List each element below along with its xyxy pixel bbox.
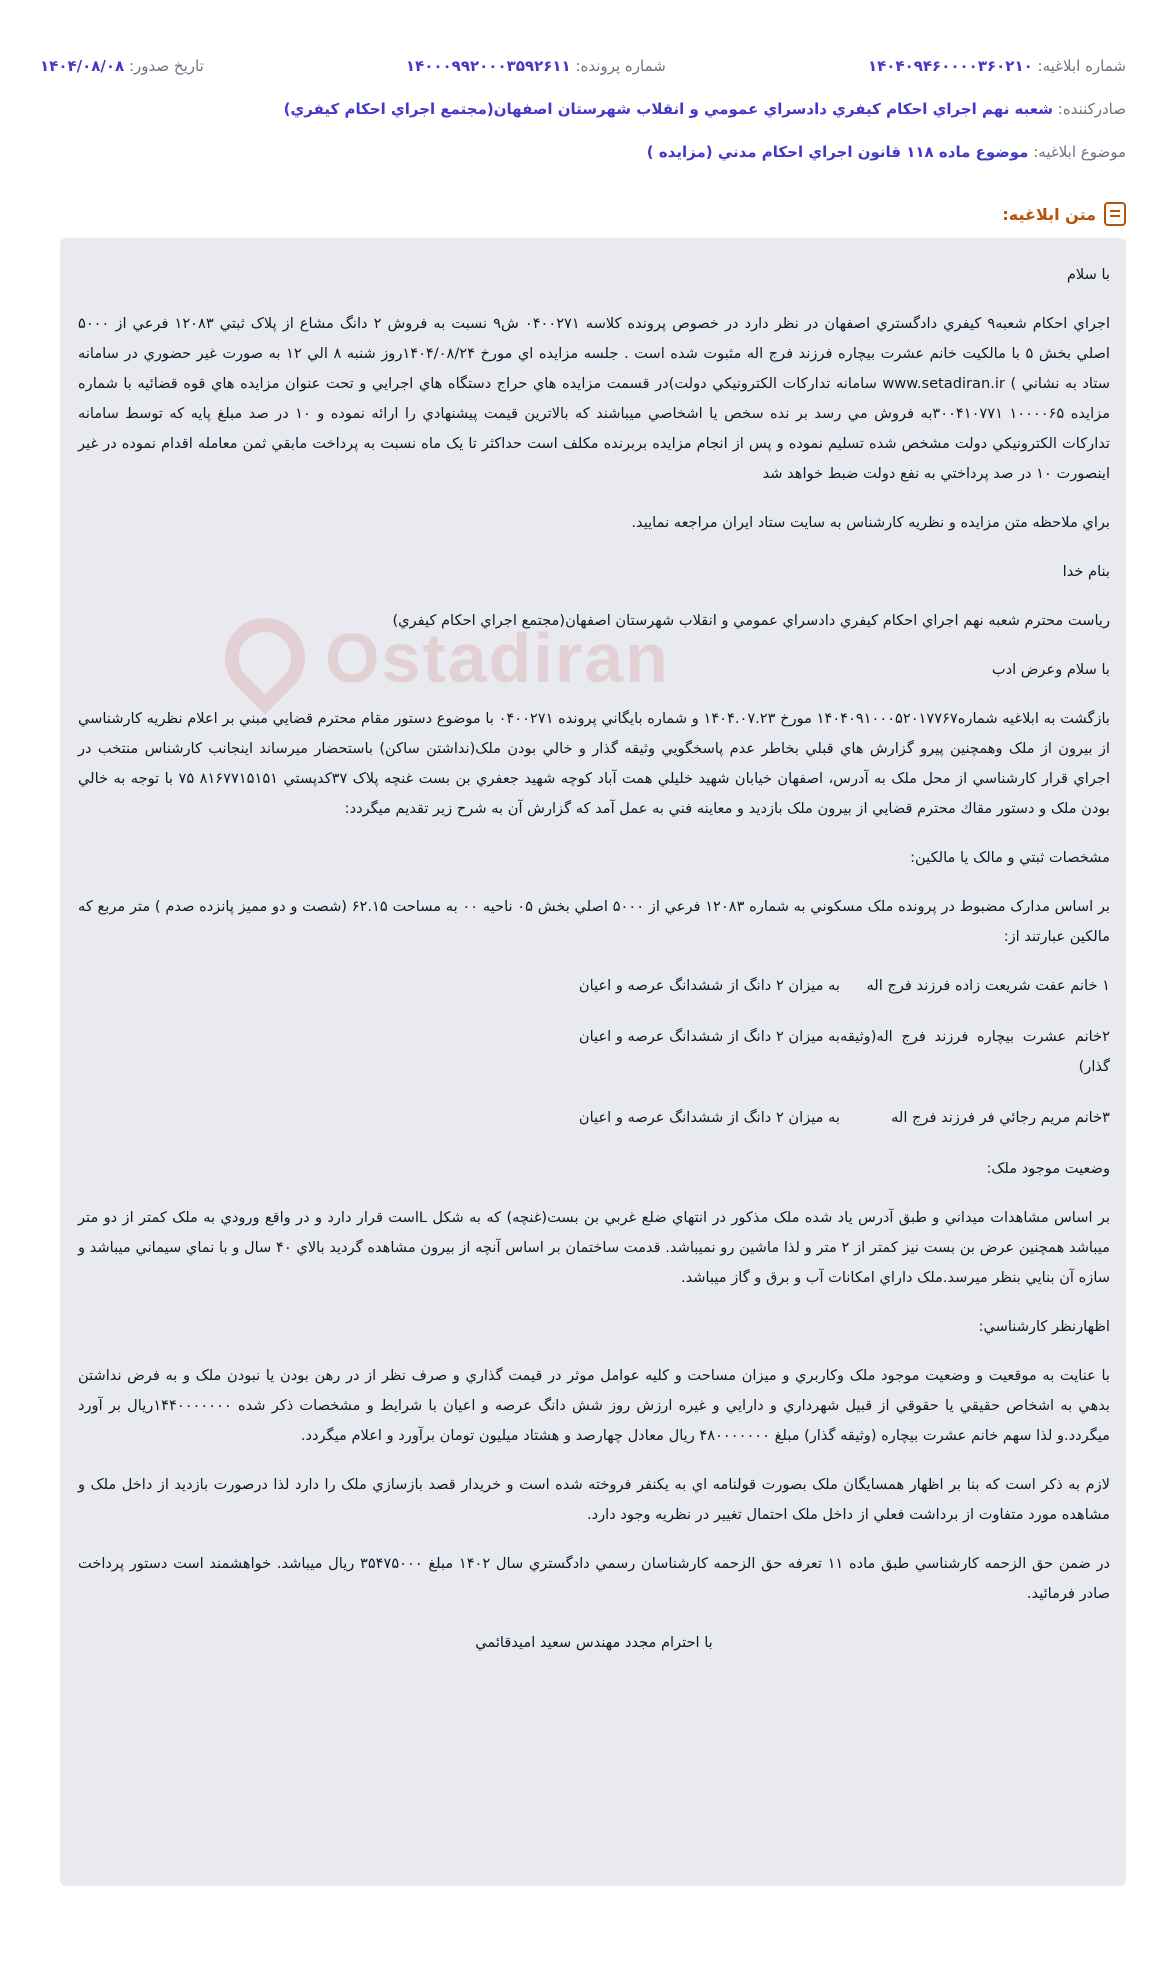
neighbors-note: لازم به ذکر است که بنا بر اظهار همسايگان ملک بصورت قولنامه اي به يکنفر فروخته شده است و خريدار قصد بازسازي ملک را دارد لذا درصورت بازديد از داخل ملک و مشاهده مورد متفاوت از برداشت فعلي از داخل ملک احتمال تغيير در نظريه وجود دارد. <box>78 1476 1110 1523</box>
registration-details: بر اساس مدارک مضبوط در پرونده ملک مسکوني به شماره ۱۲۰۸۳ فرعي از ۵۰۰۰ اصلي بخش ۰۵ ناحيه ۰۰ به مساحت ۶۲.۱۵ (شصت و دو مميز پانزده صدم ) متر مربع که مالکين عبارتند از: <box>78 898 1110 945</box>
owner-row <box>78 1022 1110 1082</box>
subject-row: موضوع ابلاغيه: موضوع ماده ۱۱۸ قانون اجراي احکام مدني (مزايده ) <box>646 143 1126 161</box>
owner-row <box>78 971 1110 1001</box>
owner-share: به ميزان ۲ دانگ از ششدانگ عرصه و اعيان <box>578 977 840 994</box>
owner-name: ۱ خانم عفت شريعت زاده فرزند فرج اله <box>866 977 1110 994</box>
addressee: رياست محترم شعبه نهم اجراي احکام کيفري دادسراي عمومي و انقلاب شهرستان اصفهان(مجتمع اجراي احکام کيفري) <box>392 612 1110 629</box>
signature: با احترام مجدد مهندس سعيد اميدقائمي <box>475 1634 713 1651</box>
notice-number: شماره ابلاغيه: ۱۴۰۴۰۹۴۶۰۰۰۰۳۶۰۲۱۰ <box>867 57 1126 75</box>
in-the-name-of-god: بنام خدا <box>1062 563 1110 580</box>
property-status-heading: وضعيت موجود ملک: <box>986 1160 1110 1177</box>
case-number: شماره پرونده: ۱۴۰۰۰۹۹۲۰۰۰۳۵۹۲۶۱۱ <box>405 57 666 75</box>
setad-reference: براي ملاحظه متن مزايده و نظريه کارشناس به سايت ستاد ايران مراجعه نماييد. <box>631 514 1110 531</box>
auction-announcement: اجراي احکام شعبه۹ کيفري دادگستري اصفهان در نظر دارد در خصوص پرونده کلاسه ۰۴۰۰۲۷۱ ش۹ نسبت به فروش ۲ دانگ مشاع از پلاک ثبتي ۱۲۰۸۳ فرعي از ۵۰۰۰ اصلي بخش ۵ با مالکيت خانم عشرت بيچاره فرزند فرج اله مثبوت شده است . جلسه مزايده اي مورخ ۱۴۰۴/۰۸/۲۴روز شنبه ۸ الي ۱۲ به صورت غير حضوري در سامانه ستاد به نشاني ) www.setadiran.ir سامانه تدارکات الکترونيکي دولت)در قسمت مزايده هاي حراج دستگاه هاي اجرايي و تحت عنوان مزايده هاي قوه قضائيه با شماره مزايده ۱۰۰۰۰۶۵ ۳۰۰۴۱۰۷۷۱به فروش مي رسد بر نده سخص يا اشخاصي ميباشند که بالاترين قيمت پيشنهادي را ارائه نموده و ۱۰ در صد مبلغ پايه که توسط سامانه تدارکات الکترونيکي دولت مشخص شده تسليم نموده و پس از انجام مزايده بربرنده مکلف است حداکثر تا يک ماه نسبت به پرداخت مابقي ثمن معامله اقدام نموده در غير اينصورت ۱۰ در صد پرداختي به نفع دولت ضبط خواهد شد <box>78 315 1111 482</box>
issuer: شعبه نهم اجراي احکام کيفري دادسراي عمومي و انقلاب شهرستان اصفهان(مجتمع اجراي احکام کيفري) <box>283 100 1053 118</box>
property-status: بر اساس مشاهدات ميداني و طبق آدرس ياد شده ملک مذکور در انتهاي ضلع غربي بن بست(غنچه) که به شکل Lاست قرار دارد و در واقع ورودي به ملک کمتر از دو متر ميباشد همچنين عرض بن بست نيز کمتر از ۲ متر و لذا ماشين رو نميباشد. قدمت ساختمان بر اساس آنچه از بيرون مشاهده گرديد بالاي ۴۰ سال و با نماي سيماني ميباشد و سازه آن بنايي بنظر ميرسد.ملک داراي امکانات آب و برق و گاز ميباشد. <box>78 1209 1111 1286</box>
header-row-numbers <box>40 57 1126 75</box>
owner-share: به ميزان ۲ دانگ از ششدانگ عرصه و اعيان <box>578 1109 840 1126</box>
subject: موضوع ماده ۱۱۸ قانون اجراي احکام مدني (مزايده ) <box>646 143 1029 161</box>
notice-body <box>60 238 1126 1886</box>
report-intro: بازگشت به ابلاغيه شماره۱۴۰۴۰۹۱۰۰۰۵۲۰۱۷۷۶۷ مورخ ۱۴۰۴.۰۷.۲۳ و شماره بايگاني پرونده ۰۴۰۰۲۷۱ با موضوع دستور مقام محترم قضايي مبني بر اعلام نظريه کارشناسي از بيرون از ملک وهمچنين پيرو گزارش هاي قبلي بخاطر عدم پاسخگويي وثيقه گذار و خالي بودن ملک(نداشتن ساکن) باستحضار ميرساند اينجانب کارشناس منتخب در اجراي قرار کارشناسي از محل ملک به آدرس، اصفهان خيابان شهيد خليلي همت آباد کوچه شهيد جعفري بن بست غنچه پلاک ۳۷کدپستي ۸۱۶۷۷۱۵۱۵۱ ۷۵ با توجه به خالي بودن ملک و دستور مقاك محترم قضايي از بيرون ملک بازديد و معاينه فني به عمل آمد که گزارش آن به شرح زير تقديم ميگردد: <box>78 710 1110 817</box>
watermark-text: Ostadiran <box>325 619 670 697</box>
document-icon <box>1104 202 1126 226</box>
fee-note: در ضمن حق الزحمه کارشناسي طبق ماده ۱۱ تعرفه حق الزحمه کارشناسان رسمي دادگستري سال ۱۴۰۲ مبلغ ۳۵۴۷۵۰۰۰ ريال ميباشد. خواهشمند است دستور پرداخت صادر فرمائيد. <box>78 1555 1110 1602</box>
expert-opinion-heading: اظهارنظر کارشناسي: <box>978 1318 1110 1335</box>
owner-name: ۳خانم مريم رجائي فر فرزند فرج اله <box>891 1109 1110 1126</box>
owner-row <box>78 1103 1110 1133</box>
issue-date: تاريخ صدور: ۱۴۰۴/۰۸/۰۸ <box>40 57 204 75</box>
salutation: با سلام وعرض ادب <box>991 661 1110 678</box>
notice-text-heading <box>1002 202 1126 226</box>
owner-share: به ميزان ۲ دانگ از ششدانگ عرصه و اعيان <box>578 1028 840 1045</box>
expert-opinion: با عنايت به موقعيت و وضعيت موجود ملک وکاربري و ميزان مساحت و کليه عوامل موثر در قيمت گذاري و صرف نظر از در رهن بودن يا نبودن ملک و به فرض نداشتن بدهي به اشخاص حقيقي يا حقوقي از قبيل شهرداري و دارايي و غيره ارزش روز شش دانگ عرصه و اعيان با شرايط و مشخصات ذکر شده ۱۴۴۰۰۰۰۰۰۰ريال بر آورد ميگردد.و لذا سهم خانم عشرت بيچاره (وثيقه گذار) مبلغ ۴۸۰۰۰۰۰۰۰ ريال معادل چهارصد و هشتاد ميليون تومان برآورد و اعلام ميگردد. <box>78 1367 1110 1444</box>
registration-heading: مشخصات ثبتي و مالک يا مالکين: <box>910 849 1110 866</box>
greeting: با سلام <box>1066 266 1110 283</box>
notice-text-title: متن ابلاغيه: <box>1002 204 1096 224</box>
owner-name: ۲خانم عشرت بيچاره فرزند فرج اله(وثيقه گذار) <box>840 1028 1110 1075</box>
issuer-row: صادرکننده: شعبه نهم اجراي احکام کيفري دادسراي عمومي و انقلاب شهرستان اصفهان(مجتمع اجراي احکام کيفري) <box>283 100 1126 118</box>
